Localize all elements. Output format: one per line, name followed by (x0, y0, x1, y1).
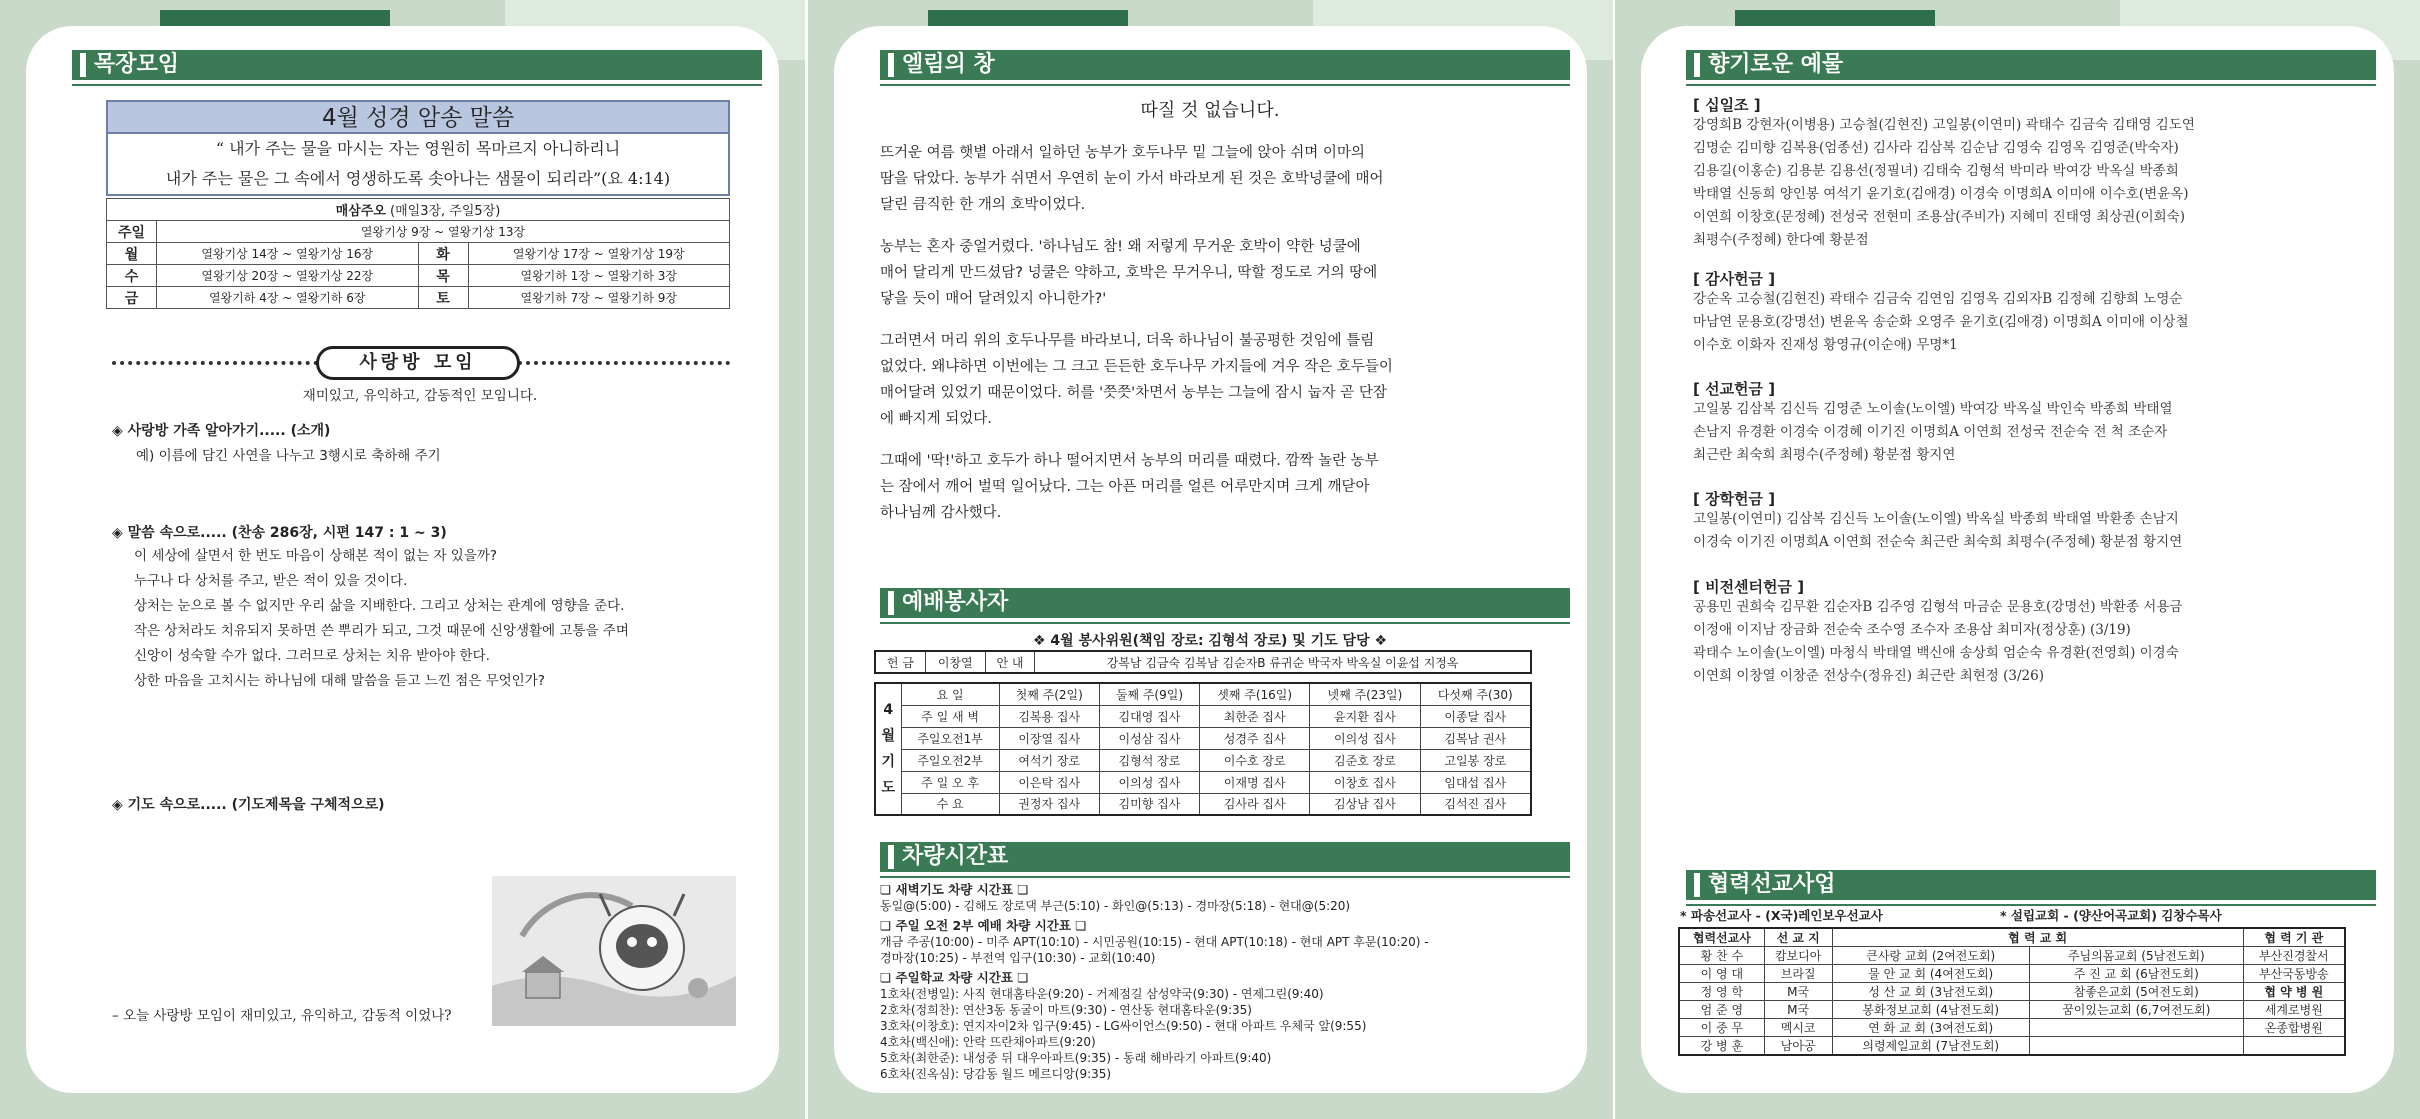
panel-top-stripe (1735, 10, 1935, 26)
mokjang-header: 목장모임 (72, 50, 762, 80)
reading-plan-table (106, 198, 730, 309)
mission-header: 협력선교사업 (1686, 870, 2376, 900)
mission-cell: 브라질 (1764, 965, 1832, 983)
service-cell: 이은탁 집사 (999, 771, 1099, 793)
story-line: 그때에 '딱!'하고 호두가 하나 떨어지면서 농부의 머리를 때렸다. 깜짝 놀란 농부 (880, 453, 1379, 469)
prayer-duty-table (874, 682, 1532, 816)
intro-text: 예) 이름에 담긴 사연을 나누고 3행시로 축하해 주기 (136, 448, 441, 464)
service-cell: 윤지환 집사 (1310, 705, 1420, 727)
reading-day-value: 열왕기하 4장 ~ 열왕기하 6장 (157, 287, 419, 309)
bus-line: 2호차(정희찬): 연산3동 동굴이 마트(9:30) - 연산동 현대홈타운(9:35) (880, 1003, 1252, 1017)
bus-line: 6호차(진옥심): 당감동 월드 메르디앙(9:35) (880, 1067, 1112, 1081)
bus-block-heading: ❏ 주일 오전 2부 예배 차량 시간표 ❏ (880, 918, 1087, 933)
offering-line: 박태열 신동희 양인봉 여석기 윤기호(김애경) 이경숙 이명희A 이미애 이수호(변윤옥) (1693, 186, 2189, 202)
mission-cell: 캄보디아 (1764, 947, 1832, 965)
story-line: 그러면서 머리 위의 호두나무를 바라보니, 더욱 하나님이 불공평한 것임에 틀림 (880, 333, 1375, 349)
bus-block-heading: ❏ 주일학교 차량 시간표 ❏ (880, 970, 1029, 985)
offering-line: 고일봉 김삼복 김신득 김영준 노이솔(노이엘) 박여강 박옥실 박인숙 박종희 박태열 (1693, 401, 2173, 417)
mission-cell: 이 영 대 (1679, 965, 1764, 983)
service-cell: 주 일 새 벽 (901, 705, 999, 727)
service-header: 예배봉사자 (880, 588, 1570, 618)
table-row (875, 727, 1531, 749)
story-line: 매어 달리게 만드셨담? 넝쿨은 약하고, 호박은 무거우니, 딱할 정도로 거의 땅에 (880, 265, 1378, 281)
reading-day-value: 열왕기하 7장 ~ 열왕기하 9장 (468, 287, 730, 309)
mission-table (1678, 927, 2346, 1056)
mission-cell: 봉화정보교회 (4남전도회) (1832, 1001, 2029, 1019)
offering-line: 강순옥 고승철(김현진) 곽태수 김금숙 김연임 김영옥 김외자B 김정혜 김향희 노영순 (1693, 291, 2183, 307)
story-line: 없었다. 왜냐하면 이번에는 그 크고 든든한 호두나무 가지들에 겨우 작은 호두들이 (880, 359, 1393, 375)
service-head-cell: 셋째 주(16일) (1200, 683, 1310, 705)
mission-cell: 물 안 교 회 (4여전도회) (1832, 965, 2029, 983)
bus-line: 경마장(10:25) - 부전역 입구(10:30) - 교회(10:40) (880, 951, 1156, 965)
reading-day-value: 열왕기상 17장 ~ 열왕기상 19장 (468, 243, 730, 265)
mission-cell: 꿈이있는교회 (6,7여전도회) (2029, 1001, 2243, 1019)
offering-heading: [ 선교헌금 ] (1693, 380, 1776, 398)
bus-line: 1호차(전병일): 사직 현대홈타운(9:20) - 거제점길 삼성약국(9:30) - 연제그린(9:40) (880, 987, 1324, 1001)
service-cell: 수 요 (901, 793, 999, 815)
reading-day-value: 열왕기상 20장 ~ 열왕기상 22장 (157, 265, 419, 287)
mission-cell: 성 산 교 회 (3남전도회) (1832, 983, 2029, 1001)
offering-names (1693, 596, 2353, 688)
mission-cell: 주님의몸교회 (5남전도회) (2029, 947, 2243, 965)
mission-cell (2029, 1037, 2243, 1056)
offering-names (1693, 114, 2353, 252)
bus-block (880, 882, 1570, 914)
mission-cell: 엄 준 영 (1679, 1001, 1764, 1019)
mission-cell: 참좋은교회 (5여전도회) (2029, 983, 2243, 1001)
offering-guide-table (874, 650, 1532, 674)
story-line: 하나님께 감사했다. (880, 505, 1002, 521)
offering-line: 손남지 유경환 이경숙 이경혜 이기진 이명희A 이연희 전성국 전순숙 전 척 조순자 (1693, 424, 2168, 440)
offering-names (1693, 508, 2353, 554)
story-line: 는 잠에서 깨어 벌떡 일어났다. 그는 아픈 머리를 얼른 어루만지며 크게 깨닫아 (880, 479, 1370, 495)
svc-label: 안 내 (985, 651, 1034, 673)
offering-heading: [ 십일조 ] (1693, 96, 1761, 114)
service-cell: 이성삼 집사 (1099, 727, 1199, 749)
sarangbang-subtitle: 재미있고, 유익하고, 감동적인 모임니다. (302, 388, 538, 404)
offering-line: 이경숙 이기진 이명희A 이연희 전순숙 최근란 최숙희 최평수(주정혜) 황분점 황지연 (1693, 534, 2183, 550)
memory-verse-line: 내가 주는 물은 그 속에서 영생하도록 솟아나는 샘물이 되리라”(요 4:14) (165, 169, 671, 188)
offering-line: 이정애 이지남 장금화 전순숙 조수영 조수자 조용삼 최미자(정상훈) (3/19) (1693, 622, 2131, 638)
svc-value: 이창열 (925, 651, 985, 673)
reading-day-label: 목 (418, 265, 468, 287)
word-body (134, 544, 754, 694)
word-line: 신앙이 성숙할 수가 없다. 그러므로 상처는 치유 받아야 한다. (134, 648, 490, 664)
service-cell: 성경주 집사 (1200, 727, 1310, 749)
reading-plan-title (107, 199, 730, 221)
bus-block (880, 970, 1570, 1082)
story-paragraph (880, 328, 1520, 432)
word-line: 상한 마음을 고치시는 하나님에 대해 말씀을 듣고 느낀 점은 무엇인가? (134, 673, 545, 689)
bus-block (880, 918, 1570, 966)
service-cell: 이재명 집사 (1200, 771, 1310, 793)
mission-head-cell: 협력선교사 (1679, 928, 1764, 947)
dotted-divider (518, 361, 730, 365)
service-cell: 권정자 집사 (999, 793, 1099, 815)
story-line: 농부는 혼자 중얼거렸다. '하나님도 참! 왜 저렇게 무거운 호박이 약한 넝쿨에 (880, 239, 1361, 255)
service-cell: 김준호 장로 (1310, 749, 1420, 771)
story-paragraph (880, 234, 1520, 312)
mission-cell: 남아공 (1764, 1037, 1832, 1056)
service-cell: 주 일 오 후 (901, 771, 999, 793)
bus-line: 동일@(5:00) - 김해도 장로댁 부근(5:10) - 화인@(5:13) - 경마장(5:18) - 현대@(5:20) (880, 899, 1351, 913)
service-cell: 김사라 집사 (1200, 793, 1310, 815)
intro-heading: ◈ 사랑방 가족 알아가기..... (소개) (112, 423, 331, 439)
prayer-duty-side-label: 4 월 기 도 (875, 683, 901, 815)
mission-cell (2029, 1019, 2243, 1037)
reading-day-label: 화 (418, 243, 468, 265)
offering-line: 이연희 이창열 이창준 전상수(정유진) 최근란 최현정 (3/26) (1693, 668, 2044, 684)
table-row (875, 705, 1531, 727)
offering-line: 김명순 김미향 김복용(엄종선) 김사라 김삼복 김순남 김영숙 김영옥 김영준(박숙자) (1693, 140, 2179, 156)
table-row (1679, 947, 2345, 965)
service-cell: 김복남 권사 (1420, 727, 1531, 749)
story-line: 매어달려 있었기 때문이었다. 허를 '쯧쯧'차면서 농부는 그늘에 잠시 눕자 곧 단잠 (880, 385, 1387, 401)
bus-block-heading: ❏ 새벽기도 차량 시간표 ❏ (880, 882, 1029, 897)
reading-day-value: 열왕기상 14장 ~ 열왕기상 16장 (157, 243, 419, 265)
word-line: 누구나 다 상처를 주고, 받은 적이 있을 것이다. (134, 573, 408, 589)
service-cell: 주일오전2부 (901, 749, 999, 771)
offering-heading: [ 장학헌금 ] (1693, 490, 1776, 508)
mission-head-cell: 선 교 지 (1764, 928, 1832, 947)
offering-header: 향기로운 예물 (1686, 50, 2376, 80)
bus-line: 개금 주공(10:00) - 미주 APT(10:10) - 시민공원(10:15) - 현대 APT(10:18) - 현대 APT 후문(10:20) - (880, 935, 1429, 949)
service-cell: 이창호 집사 (1310, 771, 1420, 793)
reading-day-label: 주일 (107, 221, 157, 243)
panel-top-stripe (160, 10, 390, 26)
service-head-cell: 요 일 (901, 683, 999, 705)
memory-verse-title: 4월 성경 암송 말씀 (108, 102, 728, 134)
memory-verse-line: “ 내가 주는 물을 마시는 자는 영원히 목마르지 아니하리니 (215, 139, 621, 158)
table-row (1679, 1001, 2345, 1019)
table-row (1679, 1037, 2345, 1056)
word-heading: ◈ 말씀 속으로..... (찬송 286장, 시편 147 : 1 ~ 3) (112, 525, 447, 541)
service-head-cell: 둘째 주(9일) (1099, 683, 1199, 705)
reading-day-label: 토 (418, 287, 468, 309)
service-cell: 김미향 집사 (1099, 793, 1199, 815)
bus-line: 4호차(백신애): 안락 뜨란채아파트(9:20) (880, 1035, 1096, 1049)
offering-line: 김용길(이홍순) 김용분 김용선(정필녀) 김태숙 김형석 박미라 박여강 박옥실 박종희 (1693, 163, 2179, 179)
mission-cell: 부산진경찰서 (2243, 947, 2345, 965)
reading-plan-title-rest: (매일3장, 주일5장) (385, 204, 501, 219)
reading-day-value: 열왕기상 9장 ~ 열왕기상 13장 (157, 221, 730, 243)
table-row (1679, 1019, 2345, 1037)
elim-header: 엘림의 창 (880, 50, 1570, 80)
story-paragraph (880, 140, 1520, 218)
offering-line: 공용민 권희숙 김무환 김순자B 김주영 김형석 마금순 문용호(강명선) 박환종 서용금 (1693, 599, 2183, 615)
word-line: 작은 상처라도 치유되지 못하면 쓴 뿌리가 되고, 그것 때문에 신앙생활에 고통을 주며 (134, 623, 629, 639)
offering-line: 이연희 이창호(문정혜) 전성국 전현미 조용삼(주비가) 지혜미 진태영 최상권(이희숙) (1693, 209, 2185, 225)
reading-day-value: 열왕기하 1장 ~ 열왕기하 3장 (468, 265, 730, 287)
service-cell: 최한준 집사 (1200, 705, 1310, 727)
table-row (1679, 983, 2345, 1001)
left-footer-note: – 오늘 사랑방 모임이 재미있고, 유익하고, 감동적 이었나? (112, 1008, 452, 1024)
service-cell: 김상남 집사 (1310, 793, 1420, 815)
mission-note: * 설립교회 - (양산어곡교회) 김창수목사 (2000, 908, 2222, 923)
service-cell: 김복용 집사 (999, 705, 1099, 727)
service-subtitle: ❖ 4월 봉사위원(책임 장로: 김형석 장로) 및 기도 담당 ❖ (1032, 633, 1388, 649)
reading-plan-title-bold: 매삼주오 (335, 204, 386, 219)
mission-cell: 황 찬 수 (1679, 947, 1764, 965)
mission-cell: 주 진 교 회 (6남전도회) (2029, 965, 2243, 983)
reading-day-label: 월 (107, 243, 157, 265)
offering-heading: [ 감사헌금 ] (1693, 270, 1776, 288)
service-cell: 김석진 집사 (1420, 793, 1531, 815)
bus-schedule (880, 882, 1570, 1082)
mission-head-cell: 협 력 교 회 (1832, 928, 2243, 947)
service-cell: 김형석 장로 (1099, 749, 1199, 771)
offering-line: 최평수(주정혜) 한다예 황분점 (1693, 232, 1869, 248)
service-head-cell: 넷째 주(23일) (1310, 683, 1420, 705)
service-cell: 임대섭 집사 (1420, 771, 1531, 793)
service-cell: 고일봉 장로 (1420, 749, 1531, 771)
story-title: 따질 것 없습니다. (1140, 100, 1280, 121)
mission-cell: M국 (1764, 1001, 1832, 1019)
svc-value: 강복남 김금숙 김복남 김순자B 류귀순 박국자 박옥실 이윤섭 지정옥 (1035, 651, 1531, 673)
cartoon-illustration (492, 876, 736, 1026)
service-cell: 주일오전1부 (901, 727, 999, 749)
story-line: 닿을 듯이 매어 달려있지 아니한가?' (880, 291, 1107, 307)
mission-cell: 부산국동방송 (2243, 965, 2345, 983)
offering-line: 이수호 이화자 진재성 황영규(이순애) 무명*1 (1693, 337, 1958, 353)
story-line: 에 빠지게 되었다. (880, 411, 992, 427)
panel-top-stripe (928, 10, 1128, 26)
offering-names (1693, 398, 2353, 467)
bus-header: 차량시간표 (880, 842, 1570, 872)
sarangbang-title: 사랑방 모임 (316, 346, 520, 380)
word-line: 상처는 눈으로 볼 수 없지만 우리 삶을 지배한다. 그리고 상처는 관계에 영향을 준다. (134, 598, 625, 614)
mission-cell: 연 화 교 회 (3여전도회) (1832, 1019, 2029, 1037)
mission-cell (2243, 1037, 2345, 1056)
bus-line: 5호차(최한준): 내성중 뒤 대우아파트(9:35) - 동래 해바라기 아파트(9:40) (880, 1051, 1272, 1065)
svc-label: 헌 금 (875, 651, 925, 673)
offering-heading: [ 비전센터헌금 ] (1693, 578, 1805, 596)
service-head-cell: 첫째 주(2일) (999, 683, 1099, 705)
offering-line: 마남연 문용호(강명선) 변윤옥 송순화 오영주 윤기호(김애경) 이명희A 이미애 이상철 (1693, 314, 2189, 330)
offering-line: 최근란 최숙희 최평수(주정혜) 황분점 황지연 (1693, 447, 1956, 463)
mission-cell: 정 영 학 (1679, 983, 1764, 1001)
table-row (875, 749, 1531, 771)
table-row (875, 771, 1531, 793)
bus-line: 3호차(이창호): 연지자이2차 입구(9:45) - LG싸이언스(9:50) - 현대 아파트 우체국 앞(9:55) (880, 1019, 1367, 1033)
mission-head-cell: 협 력 기 관 (2243, 928, 2345, 947)
story-line: 땀을 닦았다. 농부가 쉬면서 우연히 눈이 가서 바라보게 된 것은 호박넝쿨에 매어 (880, 171, 1384, 187)
story-line: 뜨거운 여름 햇볕 아래서 일하던 농부가 호두나무 밑 그늘에 앉아 쉬며 이마의 (880, 145, 1365, 161)
service-cell: 여석기 장로 (999, 749, 1099, 771)
word-line: 이 세상에 살면서 한 번도 마음이 상해본 적이 없는 자 있을까? (134, 548, 498, 564)
service-cell: 이장열 집사 (999, 727, 1099, 749)
service-cell: 이의성 집사 (1099, 771, 1199, 793)
offering-line: 고일봉(이연미) 김삼복 김신득 노이솔(노이엘) 박옥실 박종희 박태열 박환종 손남지 (1693, 511, 2179, 527)
mission-cell: 협 약 병 원 (2243, 983, 2345, 1001)
mission-cell: 의령제일교회 (7남전도회) (1832, 1037, 2029, 1056)
mission-cell: 세계로병원 (2243, 1001, 2345, 1019)
offering-line: 곽태수 노이솔(노이엘) 마청식 박태열 백신애 송상희 엄순숙 유경환(전영희) 이경숙 (1693, 645, 2179, 661)
dotted-divider (112, 361, 318, 365)
service-cell: 이수호 장로 (1200, 749, 1310, 771)
offering-names (1693, 288, 2353, 357)
mission-cell: 멕시코 (1764, 1019, 1832, 1037)
mission-cell: 온종합병원 (2243, 1019, 2345, 1037)
mission-cell: 큰사랑 교회 (2여전도회) (1832, 947, 2029, 965)
reading-day-label: 수 (107, 265, 157, 287)
mission-cell: 강 병 훈 (1679, 1037, 1764, 1056)
reading-day-label: 금 (107, 287, 157, 309)
service-cell: 이의성 집사 (1310, 727, 1420, 749)
table-row (875, 793, 1531, 815)
table-row (1679, 965, 2345, 983)
offering-line: 강영희B 강현자(이병용) 고승철(김현진) 고일봉(이연미) 곽태수 김금숙 김태영 김도연 (1693, 117, 2195, 133)
service-cell: 김대영 집사 (1099, 705, 1199, 727)
story-paragraph (880, 448, 1520, 526)
story-line: 달린 큼직한 한 개의 호박이었다. (880, 197, 1086, 213)
mission-cell: 이 중 무 (1679, 1019, 1764, 1037)
service-head-cell: 다섯째 주(30) (1420, 683, 1531, 705)
mission-note: * 파송선교사 - (X국)레인보우선교사 (1680, 908, 1883, 923)
service-cell: 이종달 집사 (1420, 705, 1531, 727)
table-row (1679, 928, 2345, 947)
prayer-heading: ◈ 기도 속으로..... (기도제목을 구체적으로) (112, 797, 385, 813)
mission-cell: M국 (1764, 983, 1832, 1001)
memory-verse-box (106, 100, 730, 196)
